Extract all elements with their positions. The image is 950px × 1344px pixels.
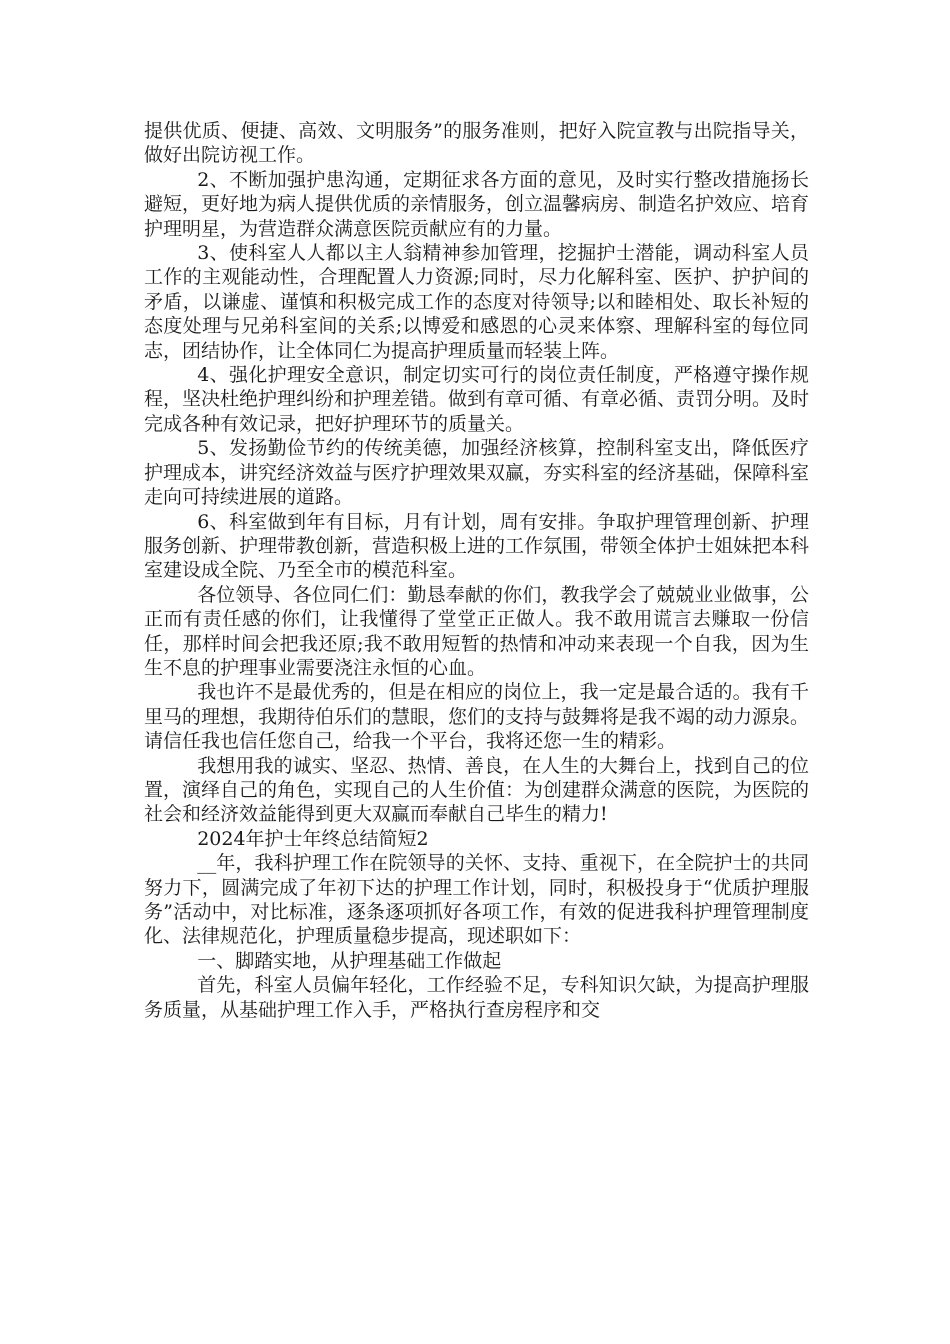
paragraph-8: 我也许不是最优秀的，但是在相应的岗位上，我一定是最合适的。我有千里马的理想，我期待伯乐们的慧眼，您们的支持与鼓舞将是我不竭的动力源泉。请信任我也信任您自己，给我一个平台，我将还您一生的精彩。 [144,681,810,753]
section-heading-2024-summary: 2024年护士年终总结简短2 [197,827,429,850]
paragraph-5: 5、发扬勤俭节约的传统美德，加强经济核算，控制科室支出，降低医疗护理成本，讲究经济效益与医疗护理效果双赢，夯实科室的经济基础，保障科室走向可持续进展的道路。 [144,437,810,509]
paragraph-7: 各位领导、各位同仁们：勤恳奉献的你们，教我学会了兢兢业业做事，公正而有责任感的你们，让我懂得了堂堂正正做人。我不敢用谎言去赚取一份信任，那样时间会把我还原;我不敢用短暂的热情和冲动来表现一个自我，因为生生不息的护理事业需要浇注永恒的心血。 [144,583,809,679]
paragraph-9: 我想用我的诚实、坚忍、热情、善良，在人生的大舞台上，找到自己的位置，演绎自己的角色，实现自己的人生价值：为创建群众满意的医院，为医院的社会和经济效益能得到更大双赢而奉献自己毕生的精力! [144,754,810,826]
paragraph-13: 首先，科室人员偏年轻化，工作经验不足，专科知识欠缺，为提高护理服务质量，从基础护理工作入手，严格执行查房程序和交 [144,974,809,1021]
paragraph-6: 6、科室做到年有目标，月有计划，周有安排。争取护理管理创新、护理服务创新、护理带教创新，营造积极上进的工作氛围，带领全体护士姐妹把本科室建设成全院、乃至全市的模范科室。 [144,510,810,582]
paragraph-4: 4、强化护理安全意识，制定切实可行的岗位责任制度，严格遵守操作规程，坚决杜绝护理纠纷和护理差错。做到有章可循、有章必循、责罚分明。及时完成各种有效记录，把好护理环节的质量关。 [144,364,810,435]
subheading-1: 一、脚踏实地，从护理基础工作做起 [197,949,502,972]
paragraph-1: 提供优质、便捷、高效、文明服务”的服务准则，把好入院宣教与出院指导关，做好出院访视工作。 [144,120,809,167]
document-body [144,119,809,1022]
paragraph-3: 3、使科室人人都以主人翁精神参加管理，挖掘护士潜能，调动科室人员工作的主观能动性，合理配置人力资源;同时，尽力化解科室、医护、护护间的矛盾，以谦虚、谨慎和积极完成工作的态度对待领导;以和睦相处、取长补短的态度处理与兄弟科室间的关系;以博爱和感恩的心灵来体察、理解科室的每位同志，团结协作，让全体同仁为提高护理质量而轻装上阵。 [144,242,809,362]
paragraph-11: __年，我科护理工作在院领导的关怀、支持、重视下，在全院护士的共同努力下，圆满完成了年初下达的护理工作计划，同时，积极投身于“优质护理服务”活动中，对比标准，逐条逐项抓好各项工作，有效的促进我科护理管理制度化、法律规范化，护理质量稳步提高，现述职如下： [144,852,809,948]
paragraph-2: 2、不断加强护患沟通，定期征求各方面的意见，及时实行整改措施扬长避短，更好地为病人提供优质的亲情服务，创立温馨病房、制造名护效应、培育护理明星，为营造群众满意医院贡献应有的力量。 [144,168,810,240]
